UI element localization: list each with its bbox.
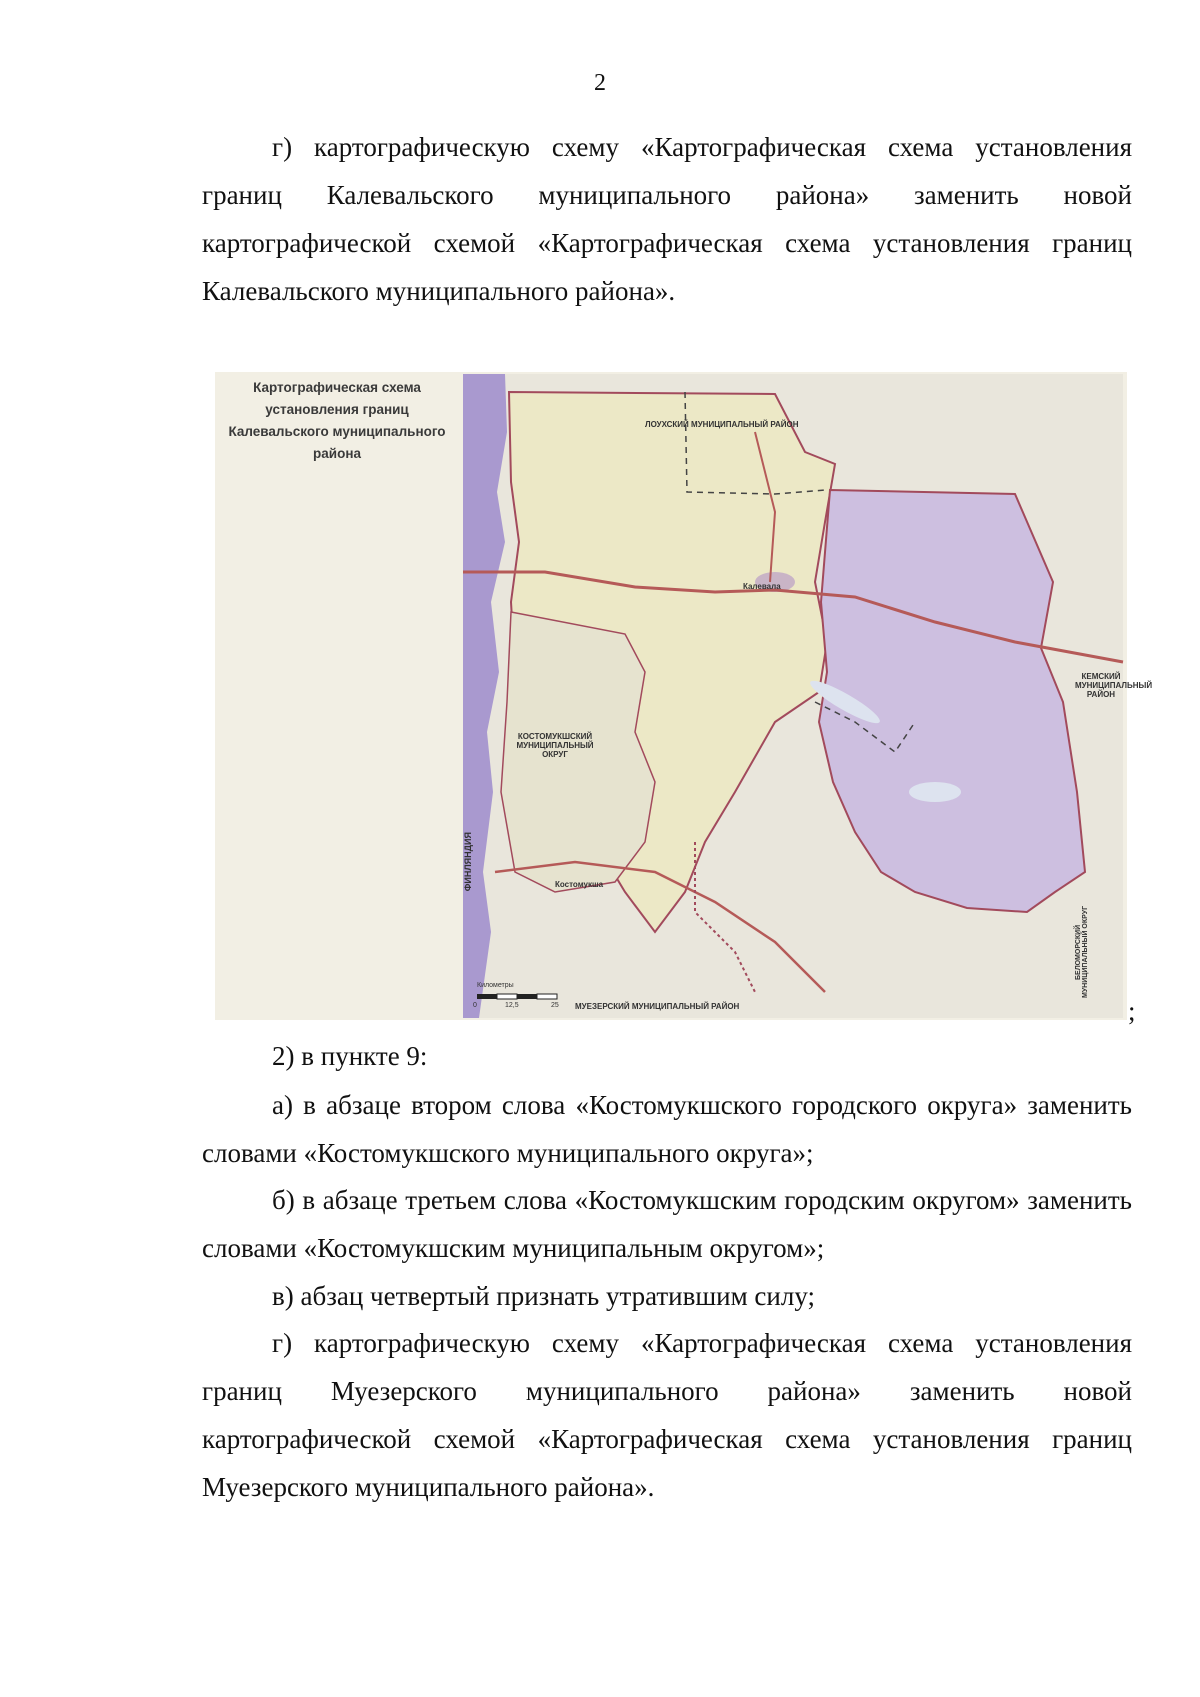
trailing-semicolon: ; [1128,996,1136,1026]
map-title [217,377,457,465]
map-title-panel [215,372,463,1020]
paragraph-subitem-a: а) в абзаце втором слова «Костомукшского городского округа» заменить словами «Костомукшского муниципального округа»; [202,1090,1132,1168]
paragraph-subitem-g: г) картографическую схему «Картографическая схема установления границ Муезерского муниципального района» заменить новой картографической схемой «Картографическая схема установления границ Муезерского муниципального района». [202,1328,1132,1502]
map-canvas [215,372,1153,1020]
label-finland: ФИНЛЯНДИЯ [463,832,473,892]
map-title-line-4: района [313,446,361,461]
label-kalevala-city: Калевала [743,582,781,591]
label-loukhsky: ЛОУХСКИЙ МУНИЦИПАЛЬНЫЙ РАЙОН [645,420,799,429]
paragraph-map-replacement-kalevala: г) картографическую схему «Картографическая схема установления границ Калевальского муниципального района» заменить новой картографической схемой «Картографическая схема установления границ Калевальского муниципального района». [202,132,1132,306]
label-muezersky: МУЕЗЕРСКИЙ МУНИЦИПАЛЬНЫЙ РАЙОН [575,1002,740,1011]
lake-3 [909,782,961,802]
paragraph-item-9: 2) в пункте 9: [272,1041,428,1071]
paragraph-subitem-b: б) в абзаце третьем слова «Костомукшским городским округом» заменить словами «Костомукшским муниципальным округом»; [202,1185,1132,1263]
map-title-line-2: установления границ [265,402,409,417]
scale-tick-1: 12,5 [505,1002,519,1009]
map-title-line-3: Калевальского муниципального [228,424,446,439]
page-number: 2 [594,70,606,96]
label-kostomuksha-city: Костомукша [555,880,604,889]
scale-bar [477,994,557,999]
scale-tick-2: 25 [551,1002,559,1009]
label-belomorsky: БЕЛОМОРСКИЙ МУНИЦИПАЛЬНЫЙ ОКРУГ [1075,905,1089,999]
scale-tick-0: 0 [473,1002,477,1009]
map-title-line-1: Картографическая схема [253,380,421,395]
label-kostomuksha: КОСТОМУКШСКИЙ МУНИЦИПАЛЬНЫЙ ОКРУГ [516,732,594,759]
paragraph-subitem-v: в) абзац четвертый признать утратившим силу; [272,1281,815,1311]
map-figure [215,372,1153,1020]
label-kem: КЕМСКИЙ МУНИЦИПАЛЬНЫЙ РАЙОН [1075,672,1153,699]
scale-label: Километры [477,982,514,989]
